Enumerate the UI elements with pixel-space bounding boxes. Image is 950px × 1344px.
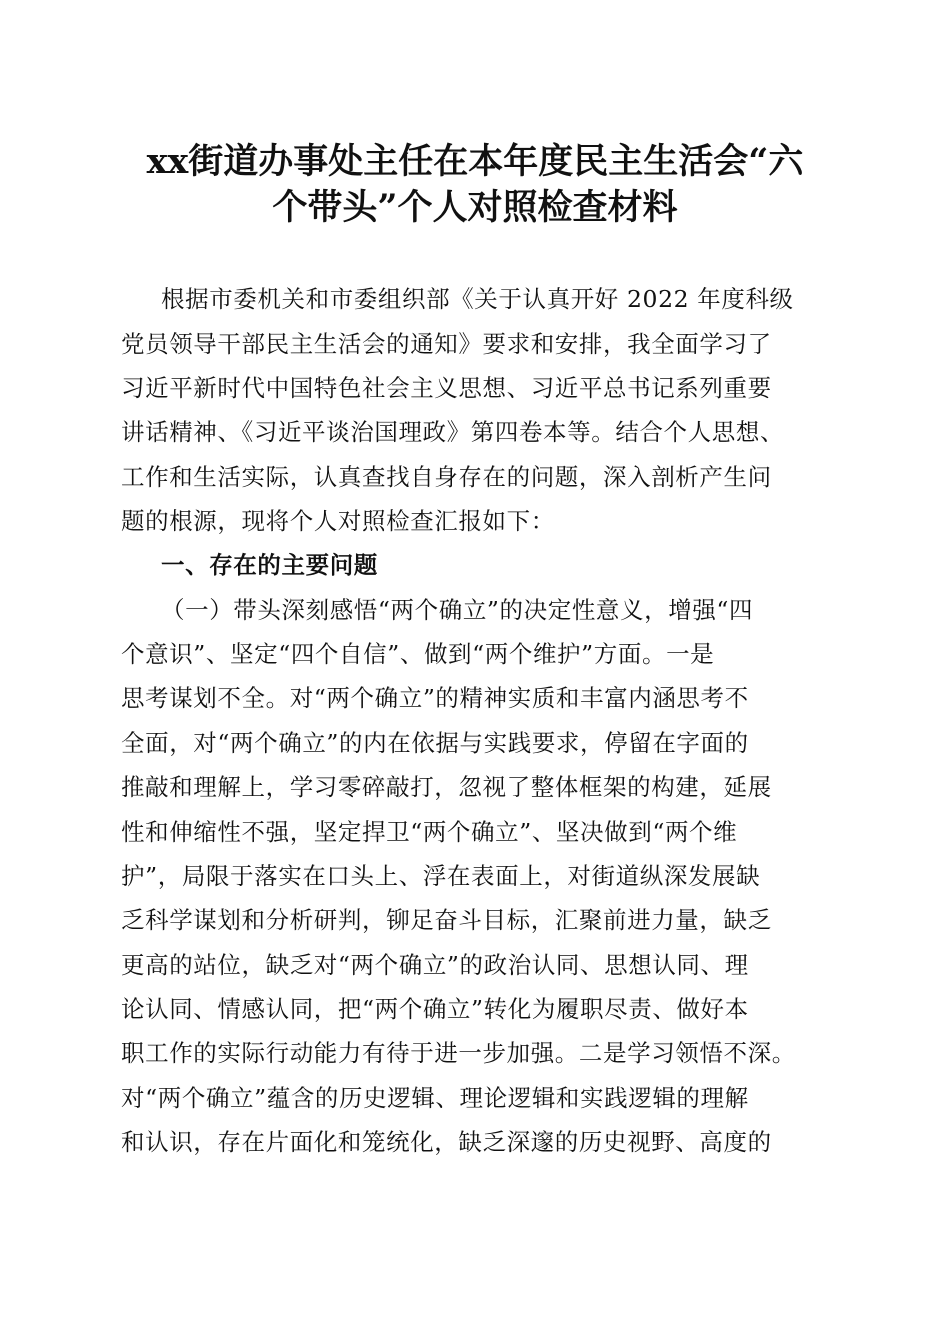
section-line-2: 个意识”、坚定“四个自信”、做到“两个维护”方面。一是 <box>121 640 715 668</box>
document-title-line-2: 个带头”个人对照检查材料 <box>272 187 678 228</box>
section-line-4: 全面，对“两个确立”的内在依据与实践要求，停留在字面的 <box>121 729 749 757</box>
body-line-1: 根据市委机关和市委组织部《关于认真开好 2022 年度科级 <box>161 285 794 313</box>
body-line-4: 讲话精神、《习近平谈治国理政》第四卷本等。结合个人思想、 <box>121 418 785 446</box>
section-line-6: 性和伸缩性不强，坚定捍卫“两个确立”、坚决做到“两个维 <box>121 818 738 846</box>
body-line-5: 工作和生活实际，认真查找自身存在的问题，深入剖析产生问 <box>121 463 772 491</box>
section-line-3: 思考谋划不全。对“两个确立”的精神实质和丰富内涵思考不 <box>121 684 749 712</box>
section-line-10: 论认同、情感认同，把“两个确立”转化为履职尽责、做好本 <box>121 995 749 1023</box>
section-line-12: 对“两个确立”蕴含的历史逻辑、理论逻辑和实践逻辑的理解 <box>121 1084 749 1112</box>
body-line-6: 题的根源，现将个人对照检查汇报如下： <box>121 507 555 535</box>
section-line-13: 和认识，存在片面化和笼统化，缺乏深邃的历史视野、高度的 <box>121 1128 772 1156</box>
section-line-7: 护”，局限于落实在口头上、浮在表面上，对街道纵深发展缺 <box>121 862 761 890</box>
section-heading: 一、存在的主要问题 <box>161 551 378 579</box>
section-line-9: 更高的站位，缺乏对“两个确立”的政治认同、思想认同、理 <box>121 951 749 979</box>
section-line-8: 乏科学谋划和分析研判，铆足奋斗目标，汇聚前进力量，缺乏 <box>121 906 772 934</box>
body-line-3: 习近平新时代中国特色社会主义思想、习近平总书记系列重要 <box>121 374 772 402</box>
document-title-line-1: xx街道办事处主任在本年度民主生活会“六 <box>146 141 804 182</box>
body-line-2: 党员领导干部民主生活会的通知》要求和安排，我全面学习了 <box>121 330 772 358</box>
section-line-11: 职工作的实际行动能力有待于进一步加强。二是学习领悟不深。 <box>121 1039 796 1067</box>
section-line-1: （一）带头深刻感悟“两个确立”的决定性意义，增强“四 <box>161 596 754 624</box>
section-line-5: 推敲和理解上，学习零碎敲打，忽视了整体框架的构建，延展 <box>121 773 772 801</box>
